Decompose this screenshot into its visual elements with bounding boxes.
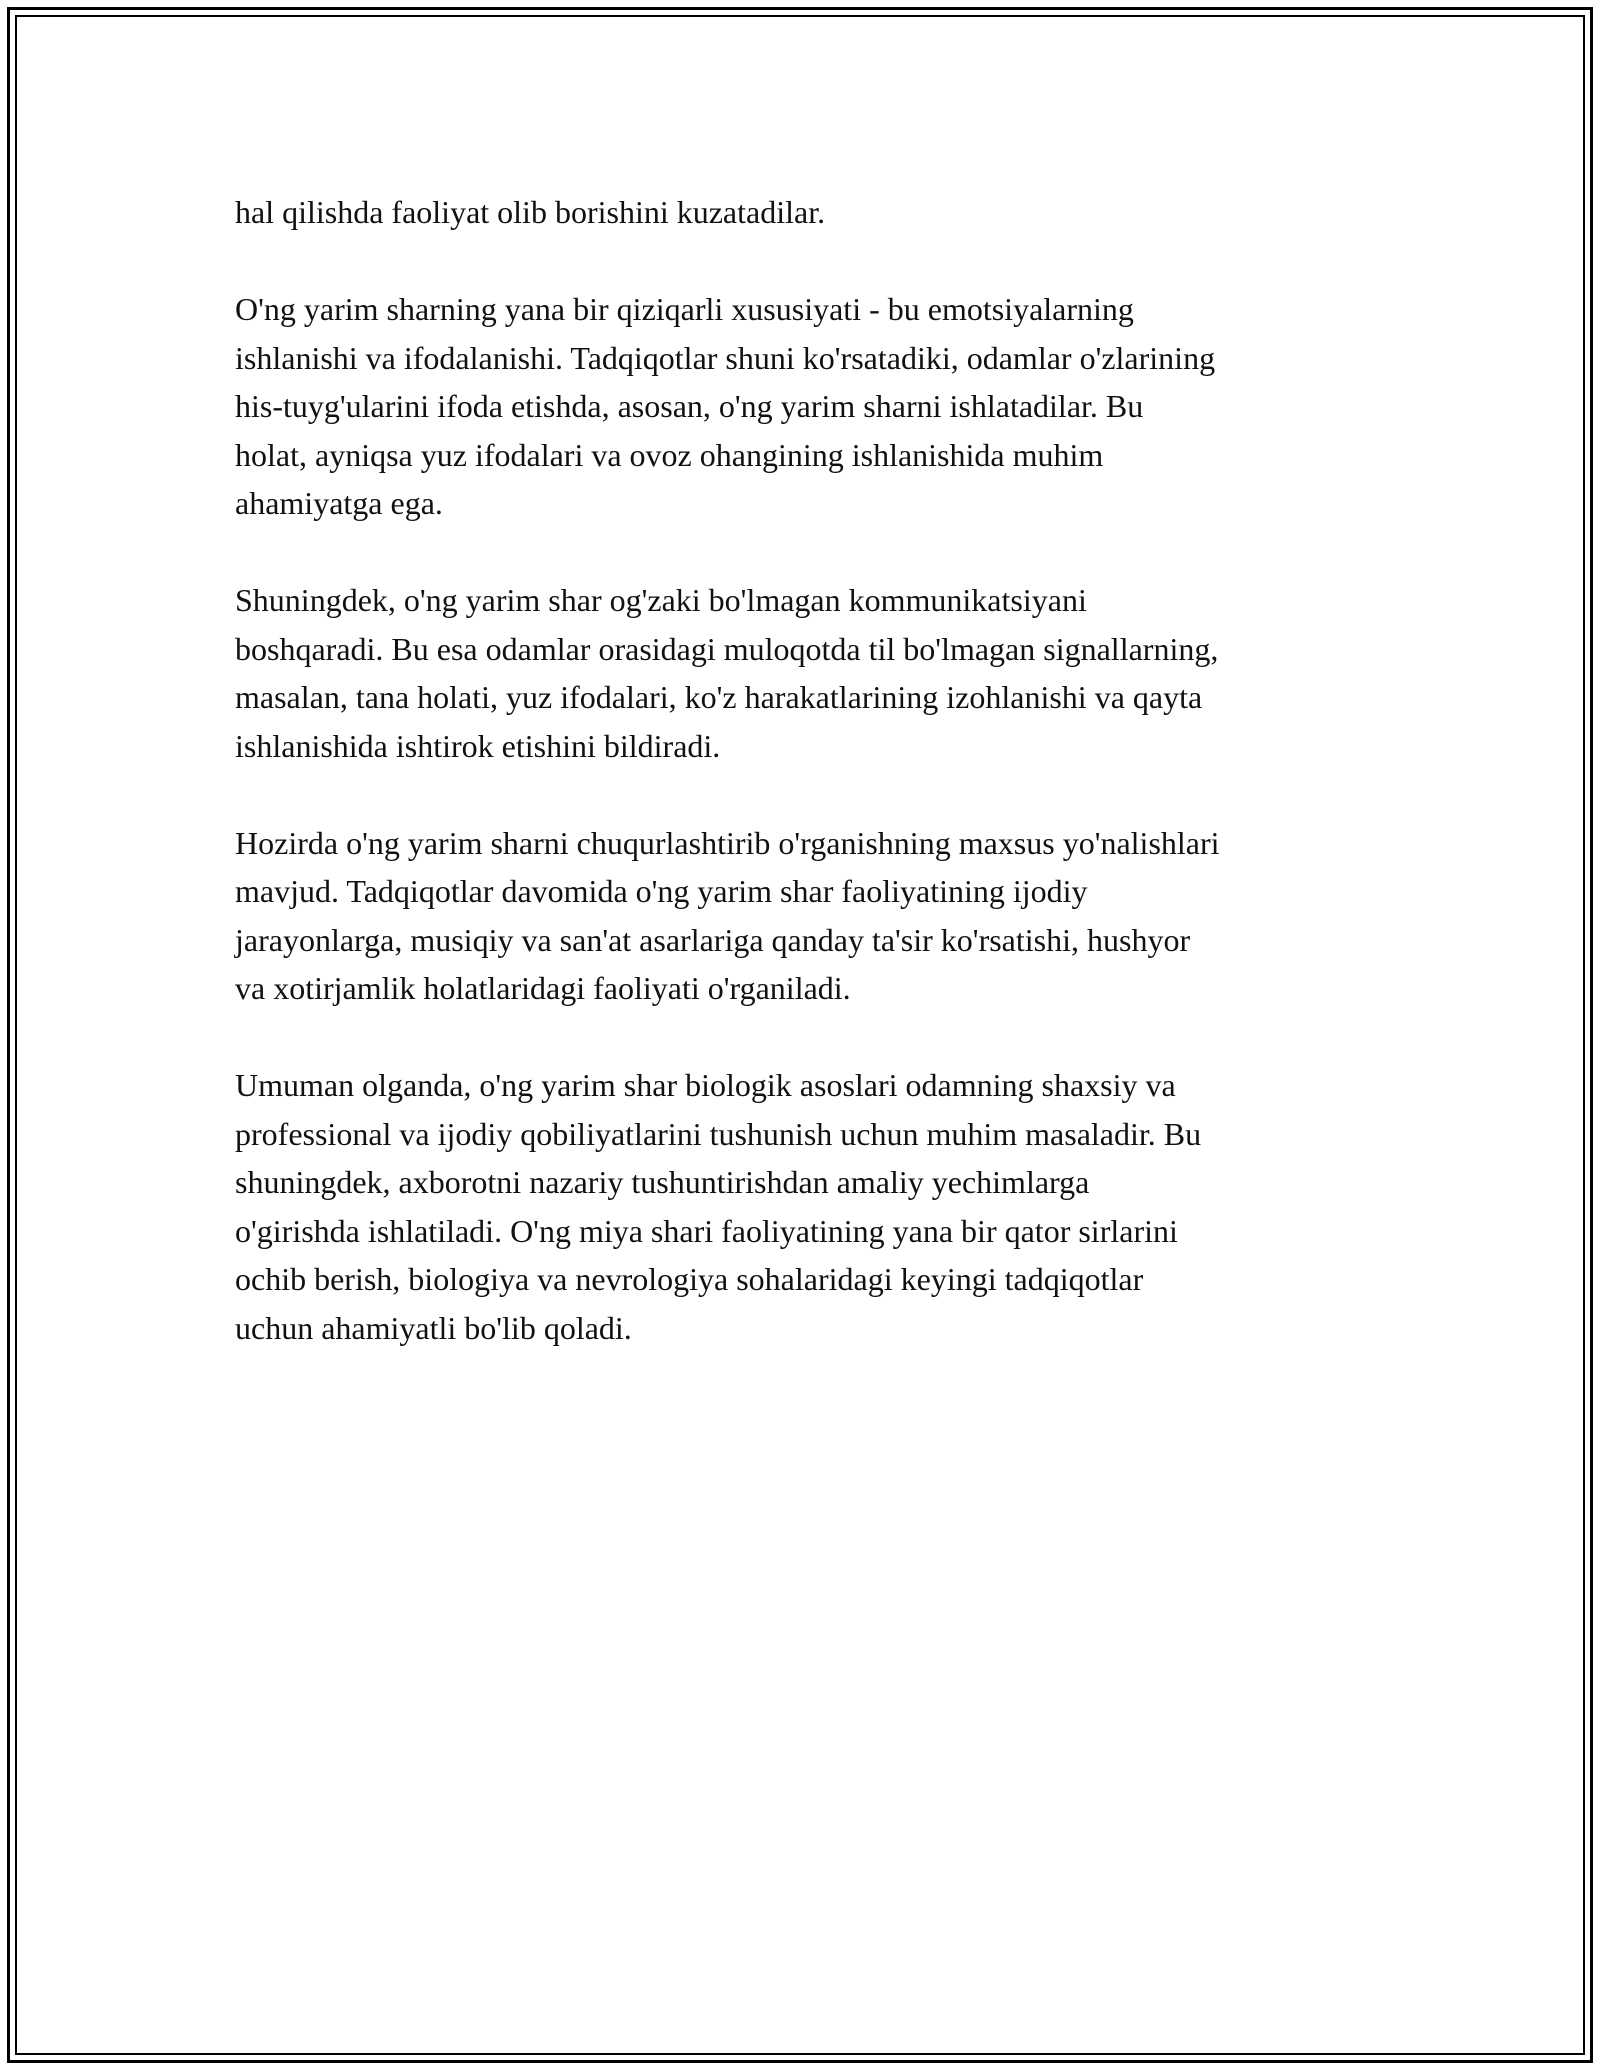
document-body — [235, 188, 1370, 1401]
paragraph-continuation: hal qilishda faoliyat olib borishini kuzatadilar. — [235, 194, 826, 230]
paragraph-conclusion: Umuman olganda, o'ng yarim shar biologik asoslari odamning shaxsiy va professional va ijodiy qobiliyatlarini tushunish uchun muhim masaladir. Bu shuningdek, axborotni nazariy tushuntirishdan amaliy yechimlarga o'girishda ishlatiladi. O'ng miya shari faoliyatining yana bir qator sirlarini ochib berish, biologiya va nevrologiya sohalaridagi keyingi tadqiqotlar uchun ahamiyatli bo'lib qoladi. — [235, 1067, 1202, 1346]
paragraph-emotions: O'ng yarim sharning yana bir qiziqarli xususiyati - bu emotsiyalarning ishlanishi va ifodalanishi. Tadqiqotlar shuni ko'rsatadiki, odamlar o'zlarining his-tuyg'ularini ifoda etishda, asosan, o'ng yarim sharni ishlatadilar. Bu holat, ayniqsa yuz ifodalari va ovoz ohangining ishlanishida muhim ahamiyatga ega. — [235, 291, 1216, 521]
paragraph-current-research: Hozirda o'ng yarim sharni chuqurlashtirib o'rganishning maxsus yo'nalishlari mavjud. Tadqiqotlar davomida o'ng yarim shar faoliyatining ijodiy jarayonlarga, musiqiy va san'at asarlariga qanday ta'sir ko'rsatishi, hushyor va xotirjamlik holatlaridagi faoliyati o'rganiladi. — [235, 824, 1220, 1006]
paragraph-nonverbal-communication: Shuningdek, o'ng yarim shar og'zaki bo'lmagan kommunikatsiyani boshqaradi. Bu esa odamlar orasidagi muloqotda til bo'lmagan signallarning, masalan, tana holati, yuz ifodalari, ko'z harakatlarining izohlanishi va qayta ishlanishida ishtirok etishini bildiradi. — [235, 582, 1219, 764]
